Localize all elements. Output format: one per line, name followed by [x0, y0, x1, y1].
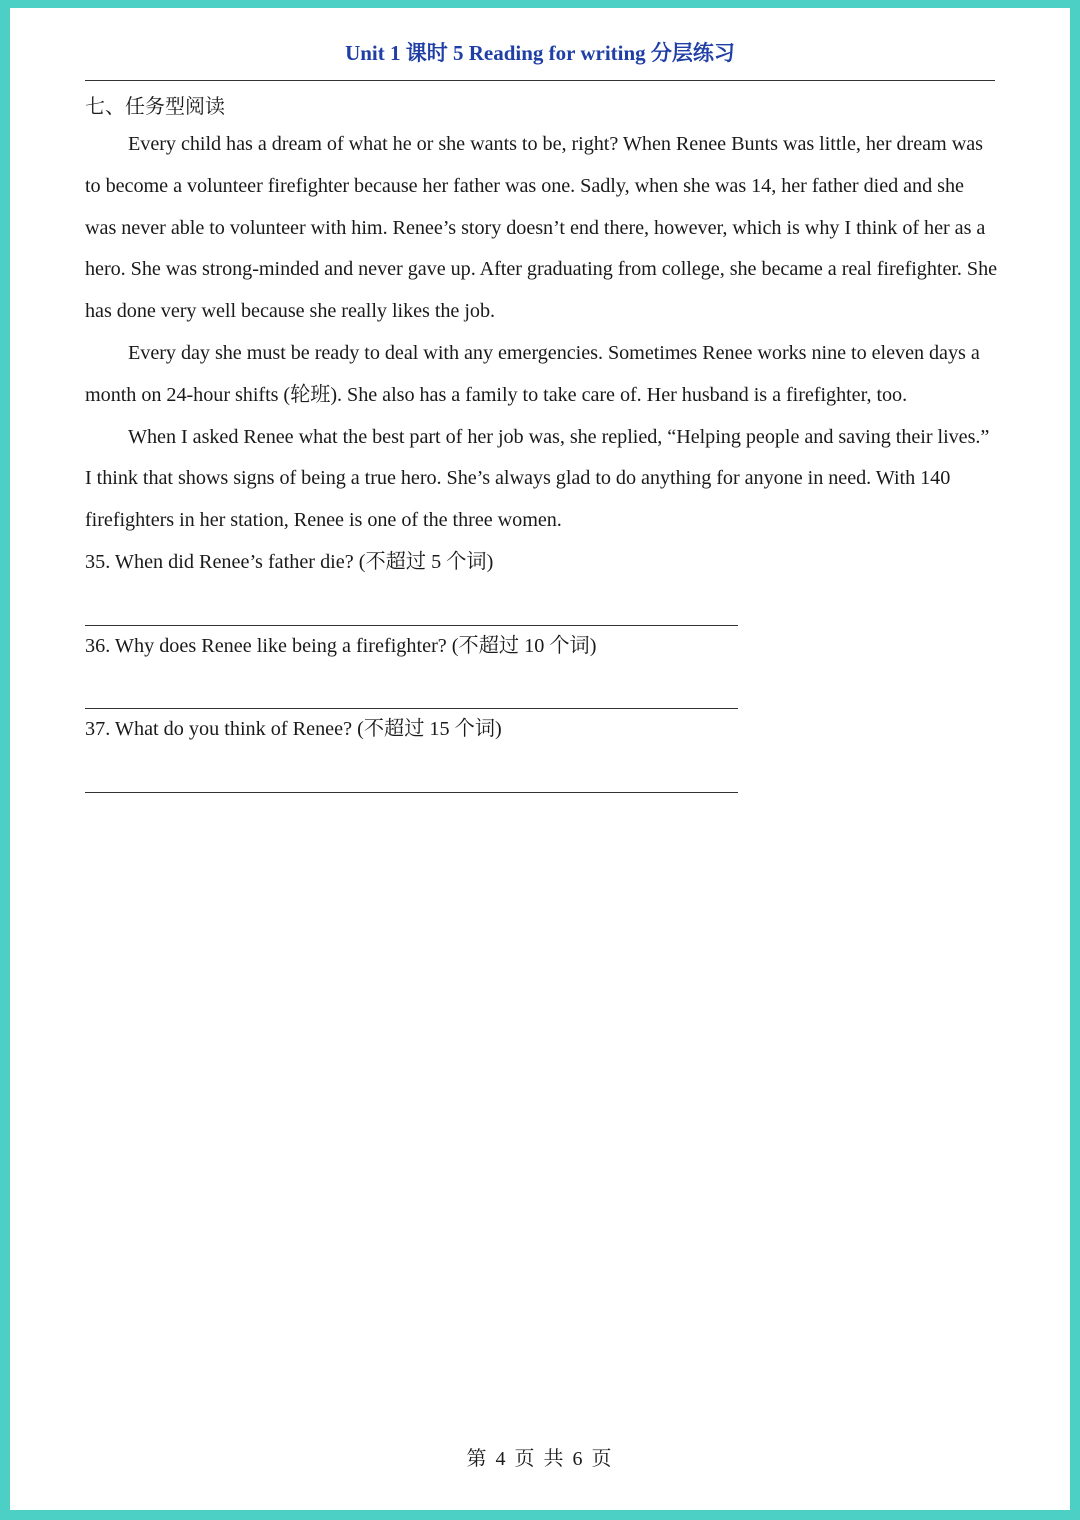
- passage-paragraph-3: When I asked Renee what the best part of her job was, she replied, “Helping people and saving their lives.” I think that shows signs of being a true hero. She’s always glad to do anything for anyone in need. With 140 firefighters in her station, Renee is one of the three women.: [85, 425, 990, 532]
- answer-line-36[interactable]: [85, 667, 738, 709]
- page-header-title: Unit 1 课时 5 Reading for writing 分层练习: [345, 41, 735, 65]
- passage-paragraph-2: Every day she must be ready to deal with any emergencies. Sometimes Renee works nine to eleven days a month on 24-hour shifts (轮班). She also has a family to take care of. Her husband is a firefighter, too.: [85, 341, 980, 406]
- header-divider: [85, 80, 995, 81]
- page-content: [85, 88, 1000, 793]
- section-heading: 七、任务型阅读: [85, 94, 225, 118]
- answer-line-35[interactable]: [85, 584, 738, 626]
- passage-paragraph-1: Every child has a dream of what he or she wants to be, right? When Renee Bunts was little, her dream was to become a volunteer firefighter because her father was one. Sadly, when she was 14, her father died and she was never able to volunteer with him. Renee’s story doesn’t end there, however, which is why I think of her as a hero. She was strong-minded and never gave up. After graduating from college, she became a real firefighter. She has done very well because she really likes the job.: [85, 133, 998, 323]
- question-37: 37. What do you think of Renee? (不超过 15 个词): [85, 718, 502, 741]
- document-page: [10, 8, 1070, 1510]
- page-number-footer: 第 4 页 共 6 页: [466, 1448, 614, 1470]
- question-36: 36. Why does Renee like being a firefighter? (不超过 10 个词): [85, 634, 597, 657]
- question-35: 35. When did Renee’s father die? (不超过 5 个词): [85, 550, 494, 573]
- answer-line-37[interactable]: [85, 751, 738, 793]
